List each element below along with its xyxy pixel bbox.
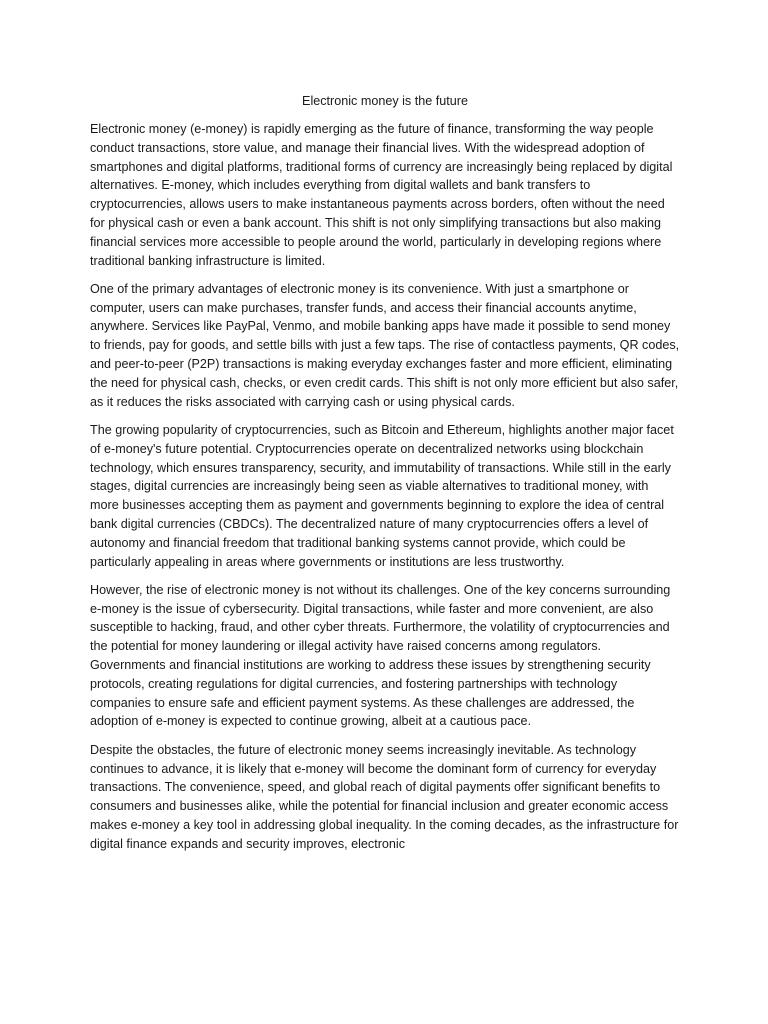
paragraph-1: Electronic money (e-money) is rapidly emerging as the future of finance, transforming the way people conduct transactions, store value, and manage their financial lives. With the widespread adoption of smartphones and digital platforms, traditional forms of currency are increasingly being replaced by digital alternatives. E-money, which includes everything from digital wallets and bank transfers to cryptocurrencies, allows users to make instantaneous payments across borders, often without the need for physical cash or even a bank account. This shift is not only simplifying transactions but also making financial services more accessible to people around the world, particularly in developing regions where traditional banking infrastructure is limited. bbox=[90, 122, 673, 268]
document-body bbox=[90, 92, 680, 863]
paragraph-3: The growing popularity of cryptocurrencies, such as Bitcoin and Ethereum, highlights another major facet of e-money's future potential. Cryptocurrencies operate on decentralized networks using blockchain technology, which ensures transparency, security, and immutability of transactions. While still in the early stages, digital currencies are increasingly being seen as viable alternatives to traditional money, with more businesses accepting them as payment and governments beginning to explore the idea of central bank digital currencies (CBDCs). The decentralized nature of many cryptocurrencies offers a level of autonomy and financial freedom that traditional banking systems cannot provide, which could be particularly appealing in areas where governments or institutions are less trustworthy. bbox=[90, 422, 674, 569]
paragraph-4: However, the rise of electronic money is not without its challenges. One of the key concerns surrounding e-money is the issue of cybersecurity. Digital transactions, while faster and more convenient, are also susceptible to hacking, fraud, and other cyber threats. Furthermore, the volatility of cryptocurrencies and the potential for money laundering or illegal activity have raised concerns among regulators. Governments and financial institutions are working to address these issues by strengthening security protocols, creating regulations for digital currencies, and fostering partnerships with technology companies to ensure safe and efficient payment systems. As these challenges are addressed, the adoption of e-money is expected to continue growing, albeit at a cautious pace. bbox=[90, 582, 671, 729]
page-title: Electronic money is the future bbox=[302, 94, 468, 108]
paragraph-5: Despite the obstacles, the future of electronic money seems increasingly inevitable. As technology continues to advance, it is likely that e-money will become the dominant form of currency for everyday transactions. The convenience, speed, and global reach of digital payments offer significant benefits to consumers and businesses alike, while the potential for financial inclusion and greater economic access makes e-money a key tool in addressing global inequality. In the coming decades, as the infrastructure for digital finance expands and security improves, electronic bbox=[90, 742, 679, 851]
paragraph-2: One of the primary advantages of electronic money is its convenience. With just a smartphone or computer, users can make purchases, transfer funds, and access their financial accounts anytime, anywhere. Services like PayPal, Venmo, and mobile banking apps have made it possible to send money to friends, pay for goods, and settle bills with just a few taps. The rise of contactless payments, QR codes, and peer-to-peer (P2P) transactions is making everyday exchanges faster and more efficient, eliminating the need for physical cash, checks, or even credit cards. This shift is not only more efficient but also safer, as it reduces the risks associated with carrying cash or using physical cards. bbox=[90, 281, 680, 409]
